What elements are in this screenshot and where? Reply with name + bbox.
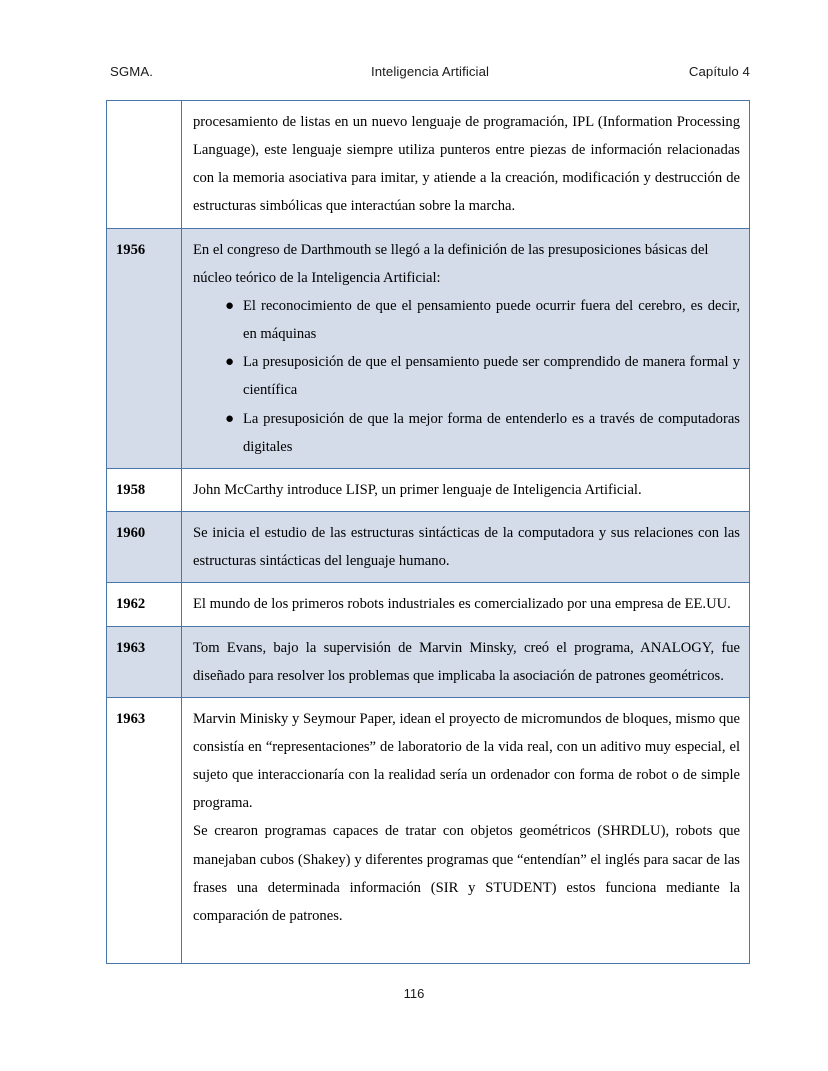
content-cell [182, 101, 750, 229]
table-row [107, 583, 750, 626]
paragraph: Se crearon programas capaces de tratar con objetos geométricos (SHRDLU), robots que manejaban cubos (Shakey) y diferentes programas que “entendían” el inglés para sacar de las frases una determinada información (SIR y STUDENT) estos funciona mediante la comparación de patrones. [193, 823, 740, 924]
list-item [225, 348, 740, 404]
year-cell: 1962 [107, 583, 182, 626]
content-cell [182, 228, 750, 468]
table-row [107, 697, 750, 963]
header-right-text: Capítulo 4 [688, 64, 750, 79]
year-cell [107, 101, 182, 229]
timeline-table [106, 100, 750, 964]
bullet-dot-icon: ● [225, 297, 235, 314]
paragraph: Tom Evans, bajo la supervisión de Marvin Minsky, creó el programa, ANALOGY, fue diseñado para resolver los problemas que implicaba la asociación de patrones geométricos. [193, 639, 740, 684]
table-row [107, 101, 750, 229]
year-cell: 1956 [107, 228, 182, 468]
header-left-text: SGMA. [110, 64, 153, 79]
list-item-label: La presuposición de que el pensamiento puede ser comprendido de manera formal y científica [243, 354, 740, 399]
table-row [107, 626, 750, 697]
paragraph: procesamiento de listas en un nuevo lenguaje de programación, IPL (Information Processing Language), este lenguaje siempre utiliza punteros entre piezas de información relacionadas con la memoria asociativa para imitar, y atiende a la creación, modificación y destrucción de estructuras simbólicas que interactúan sobre la marcha. [193, 114, 740, 215]
row-bottom-space [193, 930, 740, 956]
year-cell: 1960 [107, 512, 182, 583]
content-cell [182, 583, 750, 626]
paragraph: En el congreso de Darthmouth se llegó a la definición de las presuposiciones básicas del núcleo teórico de la Inteligencia Artificial: [193, 241, 709, 286]
page-number: 116 [403, 986, 425, 1001]
content-cell [182, 697, 750, 963]
year-cell: 1963 [107, 697, 182, 963]
bullet-list [193, 292, 740, 461]
content-cell [182, 626, 750, 697]
table-row [107, 468, 750, 511]
paragraph: John McCarthy introduce LISP, un primer lenguaje de Inteligencia Artificial. [193, 481, 642, 498]
year-cell: 1963 [107, 626, 182, 697]
content-cell [182, 512, 750, 583]
content-cell [182, 468, 750, 511]
running-header [110, 64, 750, 86]
paragraph: Marvin Minisky y Seymour Paper, idean el proyecto de micromundos de bloques, mismo que consistía en “representaciones” de laboratorio de la vida real, con un aditivo muy especial, el sujeto que interaccionaría con la realidad sería un ordenador con forma de robot o de simple programa. [193, 710, 740, 812]
bullet-dot-icon: ● [225, 354, 235, 371]
paragraph: Se inicia el estudio de las estructuras sintácticas de la computadora y sus relaciones con las estructuras sintácticas del lenguaje humano. [193, 525, 740, 570]
list-item [225, 405, 740, 461]
list-item-label: El reconocimiento de que el pensamiento puede ocurrir fuera del cerebro, es decir, en máquinas [243, 297, 740, 343]
table-body [107, 101, 750, 964]
header-center-text: Inteligencia Artificial [370, 64, 490, 79]
table-row [107, 512, 750, 583]
paragraph: El mundo de los primeros robots industriales es comercializado por una empresa de EE.UU. [193, 596, 731, 613]
table-row [107, 228, 750, 468]
bullet-dot-icon: ● [225, 410, 235, 427]
year-cell: 1958 [107, 468, 182, 511]
list-item [225, 292, 740, 348]
list-item-label: La presuposición de que la mejor forma de entenderlo es a través de computadoras digitales [243, 410, 740, 455]
